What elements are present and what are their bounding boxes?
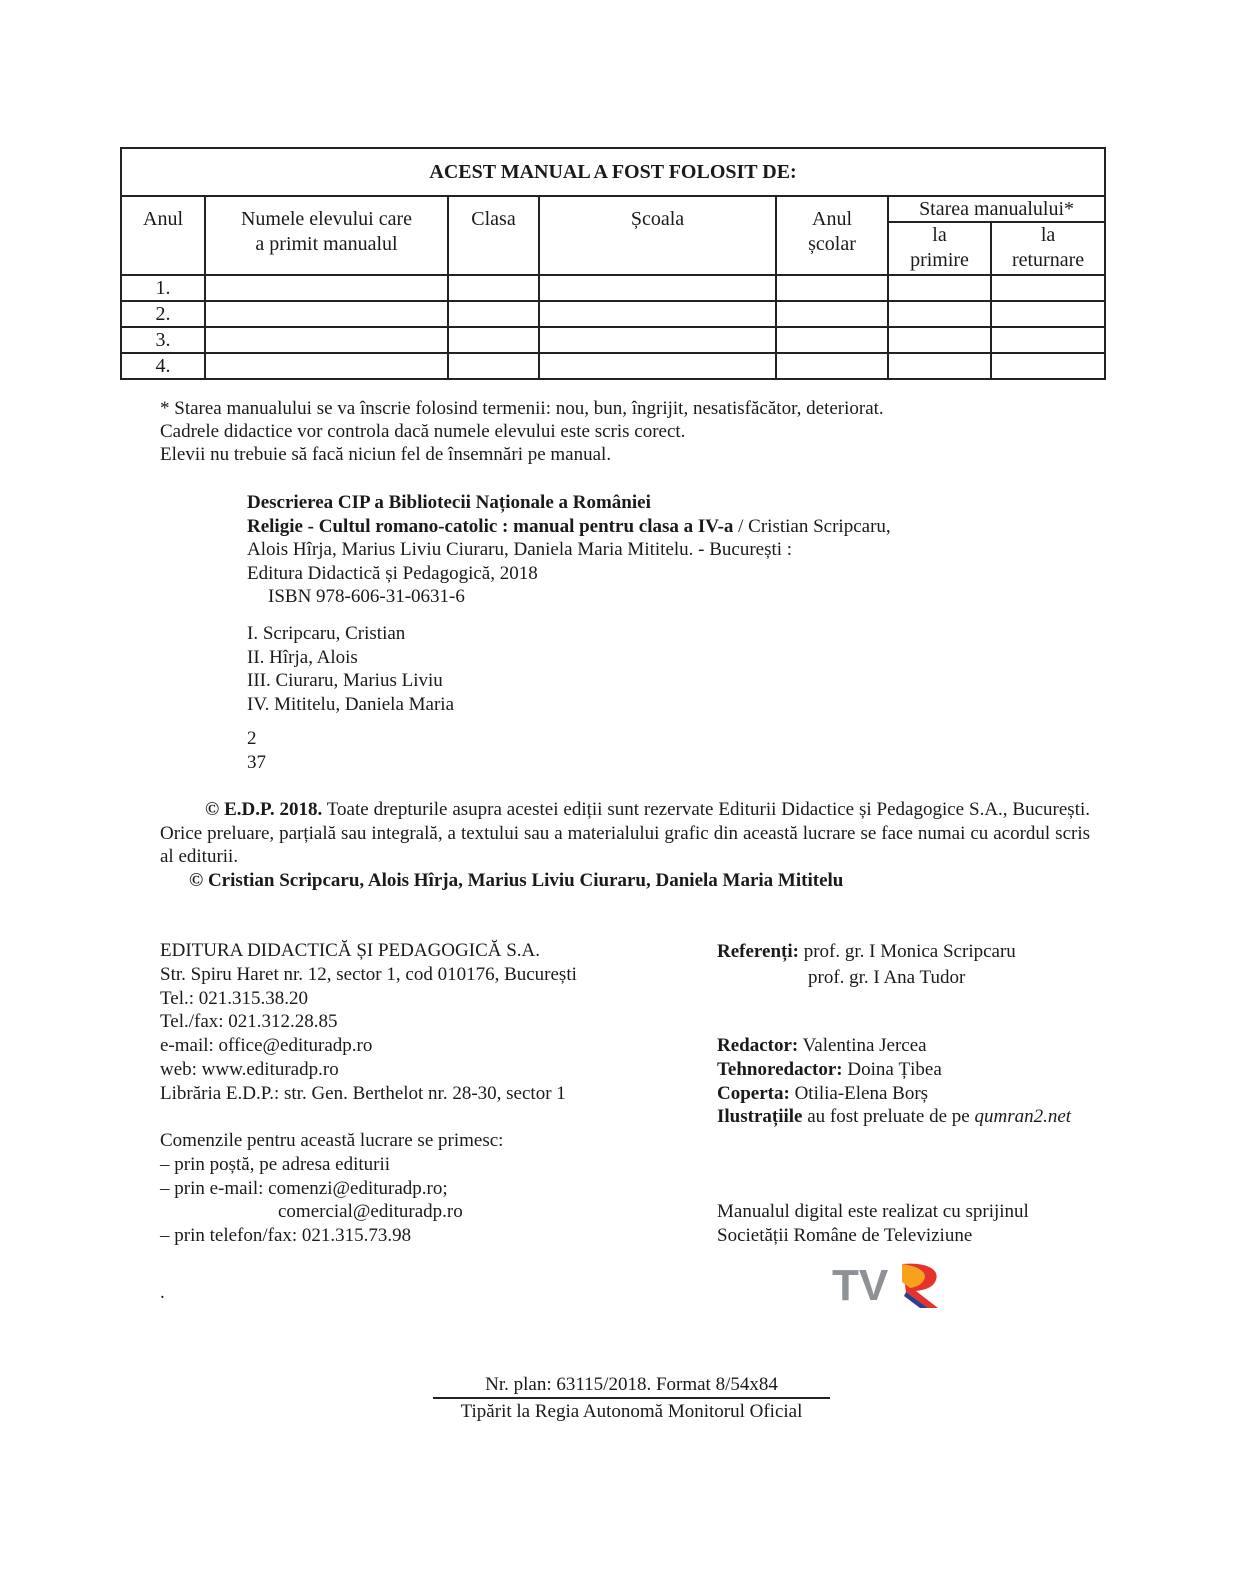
publisher-bookstore: Librăria E.D.P.: str. Gen. Berthelot nr. 28-30, sector 1	[160, 1082, 566, 1104]
referees	[717, 939, 1016, 991]
table-row	[121, 275, 1105, 301]
print-info	[433, 1373, 830, 1423]
cip-title-rest: / Cristian Scripcaru,	[733, 515, 891, 537]
table-row	[121, 301, 1105, 327]
publisher-web[interactable]: web: www.edituradp.ro	[160, 1058, 339, 1080]
cell-class[interactable]	[448, 275, 539, 301]
table-row	[121, 327, 1105, 353]
publisher-phone: Tel.: 021.315.38.20	[160, 987, 309, 1009]
cell-school-year[interactable]	[776, 301, 888, 327]
tvr-note-line: Manualul digital este realizat cu sprijinul	[717, 1201, 1029, 1222]
table-title: ACEST MANUAL A FOST FOLOSIT DE:	[121, 148, 1105, 196]
cell-class[interactable]	[448, 301, 539, 327]
cell-returned[interactable]	[991, 275, 1105, 301]
tvr-logo-text: TV	[832, 1261, 889, 1310]
tehnoredactor-name: Doina Țibea	[842, 1058, 942, 1080]
col-nume: Numele elevului care a primit manualul	[205, 196, 448, 275]
tvr-support-note	[717, 1200, 1029, 1248]
print-house: Tipărit la Regia Autonomă Monitorul Oficial	[460, 1401, 803, 1422]
cip-heading: Descrierea CIP a Bibliotecii Naționale a României	[247, 492, 651, 513]
copyright-authors: © Cristian Scripcaru, Alois Hîrja, Marius Liviu Ciuraru, Daniela Maria Mititelu	[189, 869, 844, 891]
coperta-label: Coperta:	[717, 1082, 790, 1104]
cell-name[interactable]	[205, 301, 448, 327]
tvr-note-line: Societății Române de Televiziune	[717, 1224, 973, 1246]
print-plan: Nr. plan: 63115/2018. Format 8/54x84	[433, 1373, 830, 1399]
copyright-text	[160, 798, 1090, 869]
copyright-notice	[160, 798, 1090, 892]
col-primire: la primire	[888, 222, 991, 275]
cell-received[interactable]	[888, 275, 991, 301]
referee-2: prof. gr. I Ana Tudor	[808, 967, 966, 988]
row-number: 4.	[121, 353, 205, 379]
author-entry: III. Ciuraru, Marius Liviu	[247, 670, 443, 691]
row-number: 1.	[121, 275, 205, 301]
col-clasa: Clasa	[448, 196, 539, 275]
cell-school[interactable]	[539, 301, 776, 327]
cell-received[interactable]	[888, 353, 991, 379]
ilustratii-text: au fost preluate de pe	[802, 1106, 975, 1128]
col-starea: Starea manualului*	[888, 196, 1105, 222]
table-row	[121, 353, 1105, 379]
usage-table	[120, 147, 1106, 380]
cell-school-year[interactable]	[776, 353, 888, 379]
publisher-name: EDITURA DIDACTICĂ ȘI PEDAGOGICĂ S.A.	[160, 940, 540, 961]
col-anul-scolar: Anul școlar	[776, 196, 888, 275]
classification-code: 2	[247, 728, 257, 749]
tvr-logo	[832, 1258, 948, 1314]
redactor-name: Valentina Jercea	[798, 1035, 927, 1056]
cell-returned[interactable]	[991, 327, 1105, 353]
orders-email[interactable]: – prin e-mail: comenzi@edituradp.ro;	[160, 1177, 448, 1199]
referees-label: Referenți:	[717, 941, 799, 962]
author-entry: IV. Mititelu, Daniela Maria	[247, 693, 455, 715]
referee-1: prof. gr. I Monica Scripcaru	[798, 941, 1016, 962]
note-line: Cadrele didactice vor controla dacă numele elevului este scris corect.	[160, 421, 686, 442]
cip-line: Alois Hîrja, Marius Liviu Ciuraru, Daniela Maria Mititelu. - București :	[247, 539, 793, 560]
orders-post: – prin poștă, pe adresa editurii	[160, 1153, 391, 1175]
cip-authors	[247, 622, 454, 716]
ilustratii-label: Ilustrațiile	[717, 1106, 803, 1128]
cip-description	[247, 491, 891, 609]
copyright-lead: © E.D.P. 2018.	[205, 799, 323, 820]
row-number: 3.	[121, 327, 205, 353]
editorial-staff	[717, 1034, 1071, 1129]
cip-classification	[247, 727, 266, 774]
cell-school-year[interactable]	[776, 327, 888, 353]
orders-email-2[interactable]: comercial@edituradp.ro	[278, 1201, 463, 1223]
publisher-email[interactable]: e-mail: office@edituradp.ro	[160, 1035, 373, 1057]
redactor-label: Redactor:	[717, 1035, 799, 1056]
author-entry: II. Hîrja, Alois	[247, 646, 358, 668]
col-anul: Anul	[121, 196, 205, 275]
cell-returned[interactable]	[991, 301, 1105, 327]
cell-school-year[interactable]	[776, 275, 888, 301]
orders-heading: Comenzile pentru această lucrare se primesc:	[160, 1130, 504, 1151]
ilustratii-source[interactable]: qumran2.net	[974, 1106, 1072, 1128]
cell-name[interactable]	[205, 327, 448, 353]
note-line: * Starea manualului se va înscrie folosind termenii: nou, bun, îngrijit, nesatisfăcător, deteriorat.	[160, 398, 884, 419]
col-scoala: Școala	[539, 196, 776, 275]
classification-code: 37	[247, 751, 266, 773]
coperta-name: Otilia-Elena Borș	[789, 1082, 929, 1104]
cell-name[interactable]	[205, 353, 448, 379]
author-entry: I. Scripcaru, Cristian	[247, 623, 406, 644]
cip-title-line	[247, 515, 891, 539]
tehnoredactor-label: Tehnoredactor:	[717, 1058, 843, 1080]
orders-phone: – prin telefon/fax: 021.315.73.98	[160, 1225, 412, 1247]
note-line: Elevii nu trebuie să facă niciun fel de însemnări pe manual.	[160, 444, 612, 465]
copyright-body: Toate drepturile asupra acestei ediții sunt rezervate Editurii Didactice și Pedagogice S.A., București. Orice preluare, parțială sau integrală, a textului sau a materialului grafic din această lucrare se face numai cu acordul scris al editurii.	[160, 799, 1090, 867]
cell-name[interactable]	[205, 275, 448, 301]
cell-school[interactable]	[539, 275, 776, 301]
row-number: 2.	[121, 301, 205, 327]
table-notes	[160, 397, 884, 466]
cell-school[interactable]	[539, 327, 776, 353]
cell-returned[interactable]	[991, 353, 1105, 379]
tvr-logo-icon	[832, 1258, 948, 1314]
cell-school[interactable]	[539, 353, 776, 379]
publisher-address: Str. Spiru Haret nr. 12, sector 1, cod 010176, București	[160, 963, 577, 985]
publisher-info	[160, 939, 577, 1106]
cip-isbn: ISBN 978-606-31-0631-6	[268, 586, 465, 607]
col-returnare: la returnare	[991, 222, 1105, 275]
cip-title: Religie - Cultul romano-catolic : manual pentru clasa a IV-a	[247, 515, 734, 537]
stray-dot: .	[160, 1282, 165, 1303]
cell-class[interactable]	[448, 327, 539, 353]
cell-class[interactable]	[448, 353, 539, 379]
cell-received[interactable]	[888, 301, 991, 327]
cell-received[interactable]	[888, 327, 991, 353]
publisher-fax: Tel./fax: 021.312.28.85	[160, 1011, 338, 1033]
cip-line: Editura Didactică și Pedagogică, 2018	[247, 562, 538, 584]
orders-info	[160, 1129, 503, 1248]
